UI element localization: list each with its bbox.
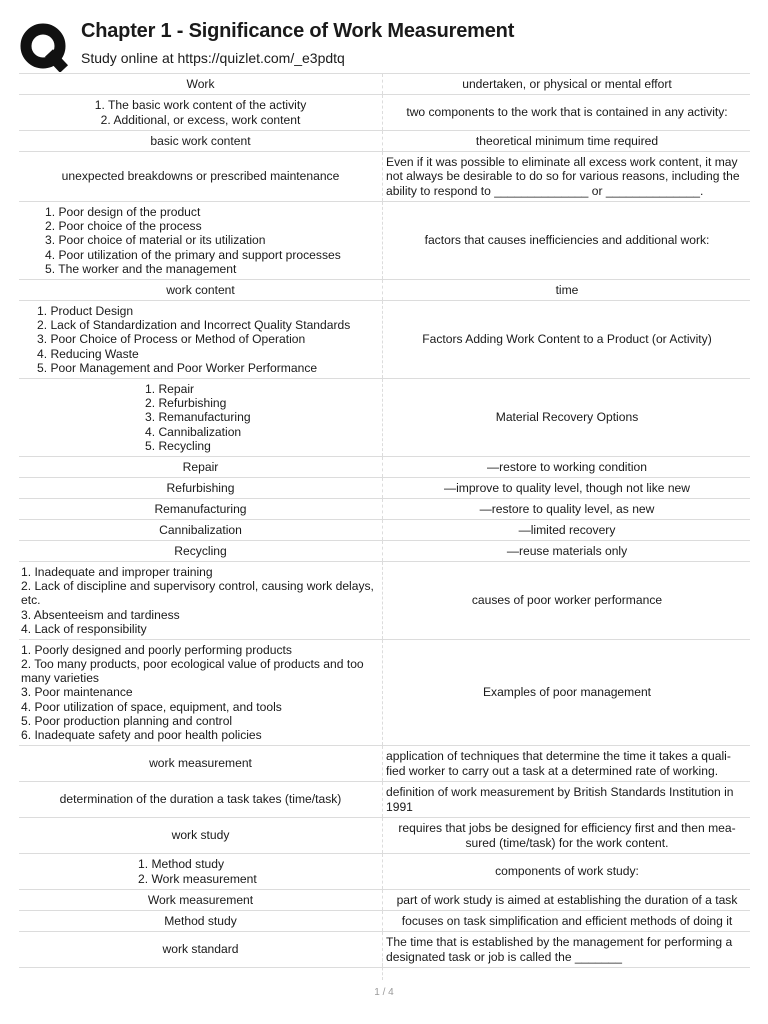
card-definition: two components to the work that is contained in any activity: [406,105,728,120]
card-term: work content [19,280,383,300]
flashcard-table [19,73,750,968]
card-term: work measurement [19,746,383,781]
card-row [19,152,750,202]
card-term: 1. Poor design of the product 2. Poor choice of the process 3. Poor choice of material or its utilization 4. Poor utilization of the primary and support processes 5. The worker and the management [19,202,383,279]
card-row [19,541,750,562]
card-term: unexpected breakdowns or prescribed maintenance [19,152,383,201]
card-definition: The time that is established by the management for performing a designated task or job is called the _______ [386,935,733,964]
card-definition: —restore to quality level, as new [479,501,655,516]
card-term: Refurbishing [19,478,383,498]
card-term: Repair [19,457,383,477]
card-row [19,640,750,746]
card-term: 1. Product Design 2. Lack of Standardization and Incorrect Quality Standards 3. Poor Choice of Process or Method of Operation 4. Reducing Waste 5. Poor Management and Poor Worker Performance [19,301,383,378]
card-definition: Examples of poor management [482,685,652,700]
quizlet-logo-icon [19,22,69,72]
card-row [19,746,750,782]
page-title: Chapter 1 - Significance of Work Measurement [81,20,515,42]
card-definition: components of work study: [495,864,639,879]
card-definition: Material Recovery Options [495,410,639,425]
card-term: 1. Repair 2. Refurbishing 3. Remanufacturing 4. Cannibalization 5. Recycling [19,379,383,456]
card-definition: requires that jobs be designed for efficiency first and then mea- sured (time/task) for the work content. [398,821,736,850]
card-row [19,202,750,280]
page-number: 1 / 4 [374,987,394,998]
card-definition: time [555,282,579,297]
card-row [19,131,750,152]
card-row [19,562,750,640]
card-term: Cannibalization [19,520,383,540]
card-term: 1. The basic work content of the activity 2. Additional, or excess, work content [19,95,383,130]
card-definition: Even if it was possible to eliminate all excess work content, it may not always be desirable to do so for various reasons, including the ability to respond to ______________ or ______________. [386,155,740,198]
card-definition: application of techniques that determine the time it takes a quali- fied worker to carry out a task at a determined rate of working. [386,749,731,778]
card-term: Work [19,74,383,94]
card-term: basic work content [19,131,383,151]
card-term: determination of the duration a task takes (time/task) [19,782,383,817]
card-row [19,457,750,478]
card-row [19,520,750,541]
card-definition: undertaken, or physical or mental effort [462,76,672,91]
card-definition: —improve to quality level, though not like new [443,480,691,495]
card-definition: —restore to working condition [487,459,647,474]
page-header [0,0,768,72]
card-row [19,301,750,379]
card-row [19,379,750,457]
card-row [19,854,750,890]
card-row [19,95,750,131]
card-definition: —limited recovery [518,522,616,537]
card-definition: causes of poor worker performance [471,593,663,608]
card-term: Method study [19,911,383,931]
card-row [19,782,750,818]
card-term: work study [19,818,383,853]
card-definition: part of work study is aimed at establishing the duration of a task [396,892,738,907]
card-term: 1. Poorly designed and poorly performing products 2. Too many products, poor ecological value of products and too many varieties 3. Poor maintenance 4. Poor utilization of space, equipment, and tools 5. Poor production planning and control 6. Inadequate safety and poor health policies [19,640,383,745]
card-term: Work measurement [19,890,383,910]
card-definition: factors that causes inefficiencies and additional work: [424,233,710,248]
card-term: Remanufacturing [19,499,383,519]
column-divider-tail [382,958,383,980]
card-term: 1. Inadequate and improper training 2. Lack of discipline and supervisory control, causing work delays, etc. 3. Absenteeism and tardiness 4. Lack of responsibility [19,562,383,639]
card-definition: —reuse materials only [506,543,628,558]
card-term: 1. Method study 2. Work measurement [19,854,383,889]
card-row [19,478,750,499]
card-row [19,74,750,95]
card-term: Recycling [19,541,383,561]
card-definition: definition of work measurement by British Standards Institution in 1991 [386,785,734,814]
card-row [19,280,750,301]
card-definition: Factors Adding Work Content to a Product (or Activity) [422,332,712,347]
card-term: work standard [19,932,383,967]
study-link[interactable]: Study online at https://quizlet.com/_e3pdtq [81,50,345,66]
card-definition: theoretical minimum time required [475,133,659,148]
card-row [19,932,750,968]
card-row [19,911,750,932]
card-row [19,890,750,911]
card-definition: focuses on task simplification and efficient methods of doing it [401,913,733,928]
card-row [19,499,750,520]
card-row [19,818,750,854]
